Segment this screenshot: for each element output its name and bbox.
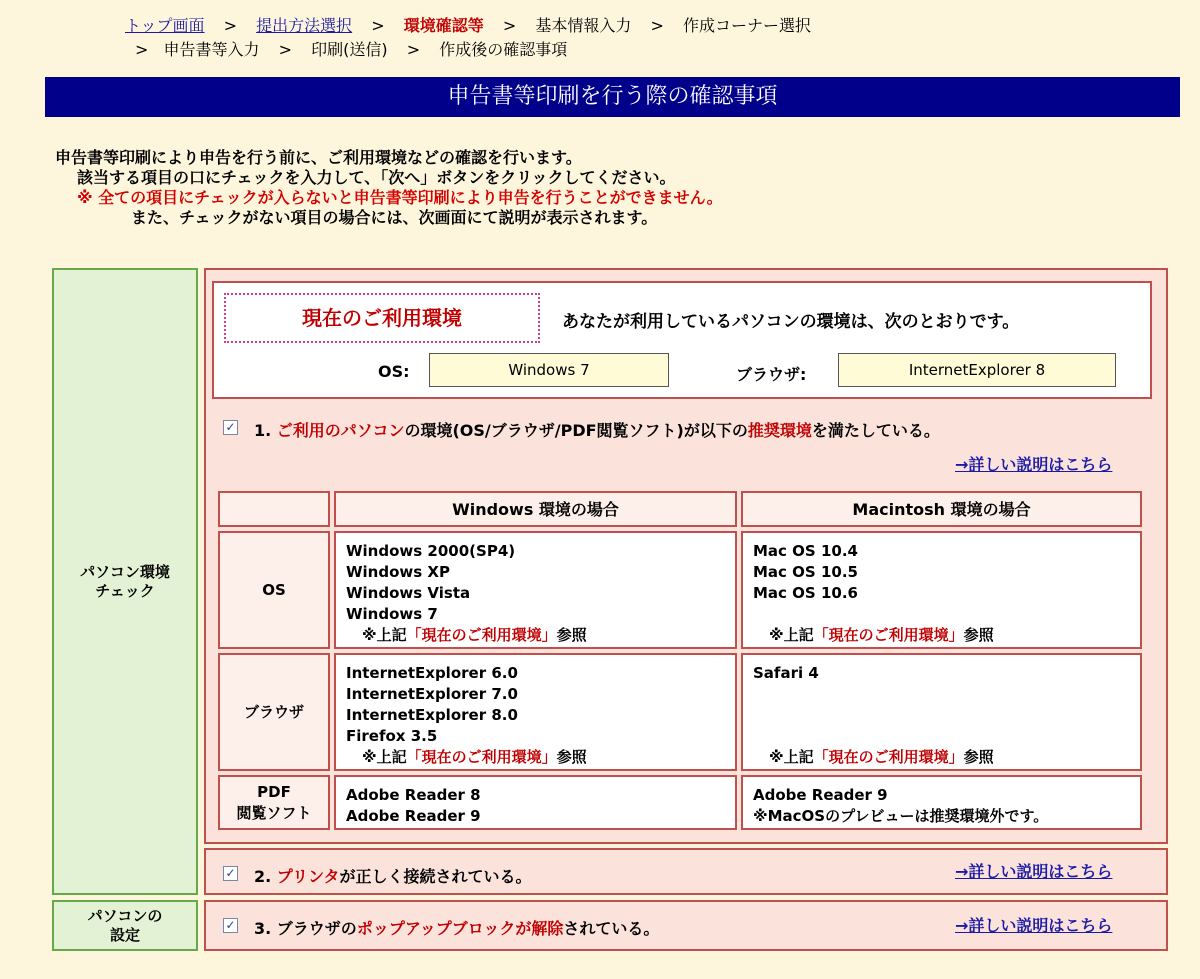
table-row-label-pdf — [218, 775, 330, 830]
table-row-label-browser: ブラウザ — [218, 653, 330, 771]
breadcrumb-separator: > — [135, 40, 149, 59]
breadcrumb-basic-info: 基本情報入力 — [535, 16, 632, 35]
breadcrumb-separator: > — [406, 40, 421, 59]
intro-text — [55, 148, 723, 228]
pc-env-check-header — [52, 268, 198, 895]
breadcrumb-submit-method-link[interactable]: 提出方法選択 — [256, 16, 353, 35]
list-item: InternetExplorer 6.0 — [346, 664, 518, 682]
item3-text-end: されている。 — [563, 919, 660, 938]
breadcrumb-current-step: 環境確認等 — [403, 16, 484, 35]
item3-text-start: ブラウザの — [276, 919, 357, 938]
list-item: Safari 4 — [753, 664, 819, 682]
item3-detail-link[interactable]: →詳しい説明はこちら — [955, 916, 1113, 935]
table-cell-os-mac — [741, 531, 1142, 649]
item1-highlight-pc: ご利用のパソコン — [276, 421, 405, 440]
current-env-reference: ※上記「現在のご利用環境」参照 — [769, 748, 994, 766]
item3-highlight-popup: ポップアップブロックが解除 — [356, 919, 564, 938]
table-cell-browser-windows — [334, 653, 737, 771]
list-item: Firefox 3.5 — [346, 727, 438, 745]
breadcrumb-after-check: 作成後の確認事項 — [439, 40, 568, 59]
browser-value: InternetExplorer 8 — [838, 353, 1116, 387]
pc-settings-label-2: 設定 — [109, 925, 140, 944]
table-cell-pdf-mac — [741, 775, 1142, 830]
item3-checkbox[interactable]: ✓ — [223, 918, 238, 933]
breadcrumb-form-input: 申告書等入力 — [163, 40, 260, 59]
browser-label: ブラウザ: — [736, 365, 807, 384]
pc-settings-header — [52, 900, 198, 951]
list-item: Mac OS 10.6 — [753, 584, 858, 602]
item1-text-mid: の環境(OS/ブラウザ/PDF閲覧ソフト)が以下の — [404, 421, 748, 440]
list-item: Adobe Reader 9 — [346, 807, 481, 825]
item2-number: 2. — [254, 867, 272, 886]
breadcrumb-separator: > — [650, 16, 664, 35]
breadcrumb — [125, 14, 811, 62]
list-item: ※MacOSのプレビューは推奨環境外です。 — [753, 807, 1049, 825]
current-env-reference: ※上記「現在のご利用環境」参照 — [769, 626, 994, 644]
table-cell-os-windows — [334, 531, 737, 649]
page-title: 申告書等印刷を行う際の確認事項 — [45, 77, 1180, 117]
item1-number: 1. — [254, 421, 272, 440]
pc-env-check-label-2: チェック — [95, 581, 155, 600]
breadcrumb-separator: > — [278, 40, 293, 59]
breadcrumb-print: 印刷(送信) — [311, 40, 388, 59]
item1-text-end: を満たしている。 — [811, 421, 940, 440]
item1-detail-link[interactable]: →詳しい説明はこちら — [955, 455, 1113, 474]
pdf-label-1: PDF — [257, 782, 291, 801]
table-cell-browser-mac — [741, 653, 1142, 771]
list-item: Windows Vista — [346, 584, 471, 602]
list-item: Adobe Reader 9 — [753, 786, 888, 804]
current-env-box — [212, 281, 1152, 399]
list-item: Windows XP — [346, 563, 450, 581]
item2-text — [254, 864, 532, 887]
breadcrumb-separator: > — [223, 16, 238, 35]
intro-line-1: 申告書等印刷により申告を行う前に、ご利用環境などの確認を行います。 — [55, 148, 582, 167]
table-row-label-os: OS — [218, 531, 330, 649]
list-item: Windows 7 — [346, 605, 438, 623]
os-label: OS: — [378, 362, 410, 381]
item2-detail-link[interactable]: →詳しい説明はこちら — [955, 862, 1113, 881]
table-header-windows: Windows 環境の場合 — [334, 491, 737, 527]
list-item: InternetExplorer 8.0 — [346, 706, 518, 724]
intro-line-2: 該当する項目の口にチェックを入力して、「次へ」ボタンをクリックしてください。 — [77, 168, 676, 187]
item2-checkbox[interactable]: ✓ — [223, 866, 238, 881]
item1-checkbox[interactable]: ✓ — [223, 420, 238, 435]
pc-settings-label-1: パソコンの — [87, 906, 163, 925]
list-item: Mac OS 10.5 — [753, 563, 858, 581]
item1-highlight-recommended: 推奨環境 — [747, 421, 812, 440]
current-env-reference: ※上記「現在のご利用環境」参照 — [362, 626, 587, 644]
table-cell-pdf-windows — [334, 775, 737, 830]
list-item: Adobe Reader 8 — [346, 786, 481, 804]
item3-text — [254, 916, 659, 939]
pdf-label-2: 閲覧ソフト — [236, 803, 312, 822]
item3-number: 3. — [254, 919, 272, 938]
breadcrumb-corner-select: 作成コーナー選択 — [682, 16, 811, 35]
list-item: Mac OS 10.4 — [753, 542, 858, 560]
table-corner-cell — [218, 491, 330, 527]
breadcrumb-separator: > — [371, 16, 385, 35]
breadcrumb-top-link[interactable]: トップ画面 — [125, 16, 205, 35]
os-value: Windows 7 — [429, 353, 669, 387]
item2-highlight-printer: プリンタ — [276, 867, 340, 886]
current-env-description: あなたが利用しているパソコンの環境は、次のとおりです。 — [562, 312, 1020, 332]
current-env-title: 現在のご利用環境 — [224, 293, 540, 343]
intro-line-4: また、チェックがない項目の場合には、次画面にて説明が表示されます。 — [131, 208, 658, 227]
item1-text — [254, 418, 940, 441]
list-item: InternetExplorer 7.0 — [346, 685, 518, 703]
breadcrumb-separator: > — [502, 16, 517, 35]
table-header-mac: Macintosh 環境の場合 — [741, 491, 1142, 527]
intro-warning: ※ 全ての項目にチェックが入らないと申告書等印刷により申告を行うことができません。 — [77, 188, 723, 207]
list-item: Windows 2000(SP4) — [346, 542, 516, 560]
item2-text-end: が正しく接続されている。 — [339, 867, 532, 886]
current-env-reference: ※上記「現在のご利用環境」参照 — [362, 748, 587, 766]
pc-env-check-label-1: パソコン環境 — [80, 562, 170, 581]
